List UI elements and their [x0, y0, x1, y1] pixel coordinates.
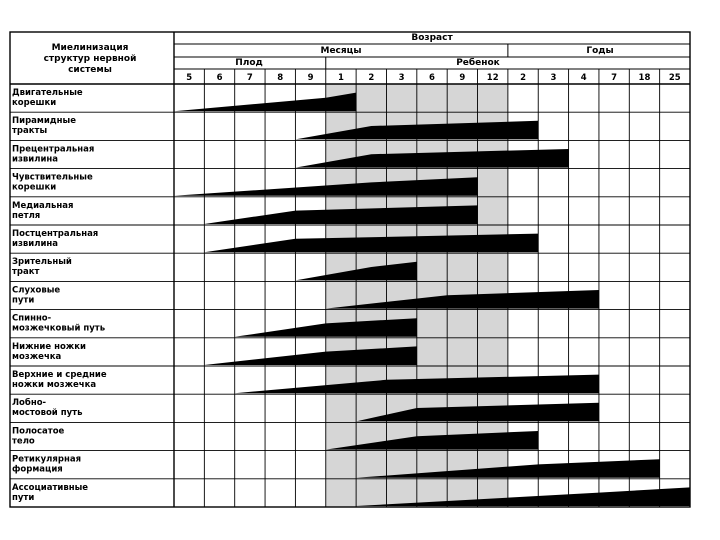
structure-row-label: мозжечка [12, 351, 62, 362]
age-column-label: 5 [186, 73, 193, 83]
structure-row-label: корешки [12, 182, 57, 193]
structure-row-label: Двигательные [12, 88, 83, 98]
structure-row-label: тракты [12, 126, 48, 137]
months-header: Месяцы [320, 46, 362, 56]
age-column-label: 3 [398, 73, 405, 83]
structures-title-line-2: структур нервной [43, 54, 137, 64]
structure-row-label: мостовой путь [12, 408, 83, 419]
myelination-wedges [174, 93, 690, 506]
structure-row-label: пути [12, 492, 35, 503]
structure-row-label: Верхние и средние [12, 370, 107, 380]
age-column-label: 12 [486, 73, 499, 83]
structure-row-label: Медиальная [12, 200, 74, 211]
structure-row-label: корешки [12, 98, 57, 108]
structure-row-label: извилина [12, 154, 59, 165]
age-column-labels [186, 73, 681, 83]
structure-row-label: Полосатое [12, 426, 65, 437]
structure-row-label: Прецентральная [12, 144, 95, 155]
age-column-label: 6 [216, 73, 223, 83]
structures-title-line-3: системы [68, 65, 112, 75]
age-column-label: 25 [668, 73, 681, 83]
structure-row-label: Чувствительные [12, 172, 93, 183]
structure-row-label: петля [12, 210, 41, 221]
structure-row-labels [12, 88, 107, 503]
structure-row-label: Постцентральная [12, 229, 99, 239]
age-column-label: 2 [368, 73, 375, 83]
structure-row-label: Слуховые [12, 285, 61, 296]
structure-row-label: Ассоциативные [12, 482, 89, 493]
structure-row-label: ножки мозжечка [12, 380, 97, 390]
age-column-label: 18 [638, 73, 651, 83]
structure-row-label: Зрительный [12, 257, 72, 268]
structure-row-label: тело [12, 436, 35, 447]
age-column-label: 8 [277, 73, 284, 83]
age-column-label: 9 [307, 73, 314, 83]
structure-row-label: пути [12, 295, 35, 306]
age-column-label: 6 [429, 73, 435, 83]
child-header: Ребенок [456, 58, 500, 68]
age-column-label: 1 [337, 73, 344, 83]
age-column-label: 7 [611, 73, 618, 83]
structures-title-line-1: Миелинизация [51, 43, 129, 53]
age-header: Возраст [411, 33, 453, 43]
fetus-header: Плод [235, 58, 263, 68]
structure-row-label: Ретикулярная [12, 454, 82, 465]
structure-row-label: Лобно- [12, 398, 47, 409]
myelination-wedge [204, 346, 416, 365]
age-column-label: 3 [550, 73, 557, 83]
age-column-label: 9 [459, 73, 466, 83]
structure-row-label: тракт [12, 267, 40, 278]
age-column-label: 2 [520, 73, 527, 83]
age-column-label: 4 [580, 73, 587, 83]
structure-row-label: формация [12, 464, 63, 475]
structure-row-label: Пирамидные [12, 116, 76, 127]
structure-row-label: Спинно- [12, 313, 52, 324]
structure-row-label: извилина [12, 239, 59, 249]
structure-row-label: Нижние ножки [12, 341, 86, 352]
years-header: Годы [586, 46, 614, 56]
structure-row-label: мозжечковый путь [12, 323, 106, 334]
age-column-label: 7 [246, 73, 253, 83]
